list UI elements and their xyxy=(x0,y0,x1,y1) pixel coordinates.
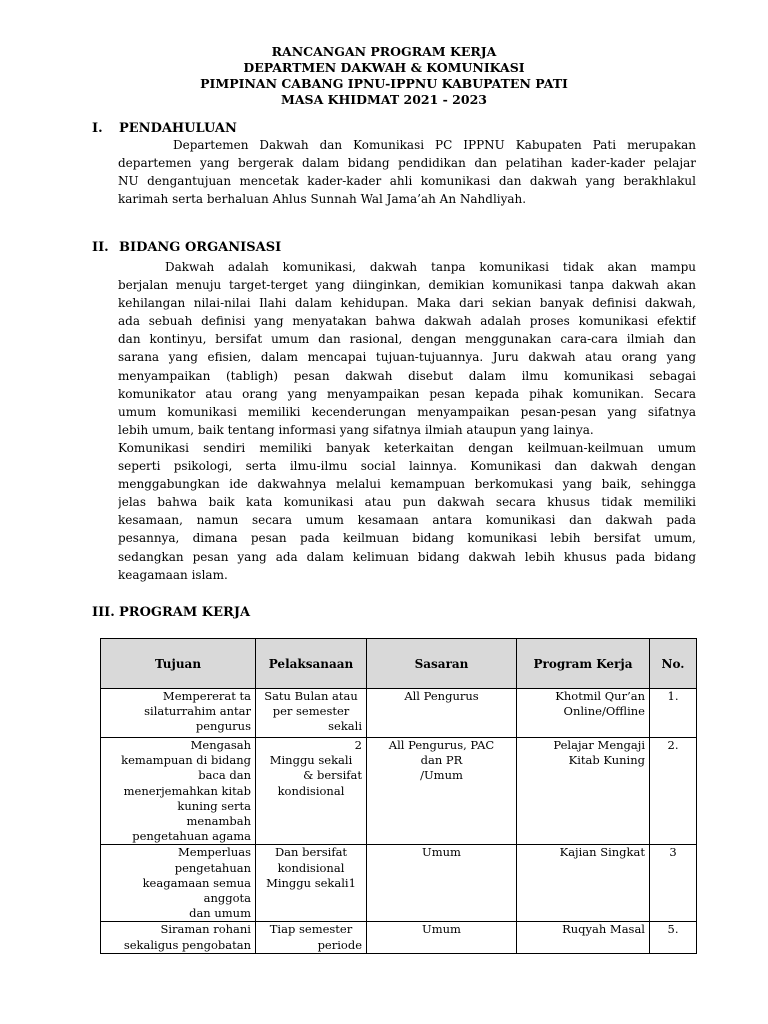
cell-text: Satu Bulan atau xyxy=(264,689,358,703)
cell-text: dan umum xyxy=(189,906,251,921)
cell-sasaran xyxy=(367,738,517,845)
title-line: RANCANGAN PROGRAM KERJA xyxy=(271,44,497,59)
section-heading-pendahuluan xyxy=(92,121,237,136)
text-line: keagamaan islam. xyxy=(118,567,228,582)
cell-text: per semester xyxy=(272,704,350,719)
cell-program-kerja xyxy=(517,845,650,922)
cell-text: Ruqyah Masal xyxy=(562,922,645,937)
text-line: sedangkan pesan yang ada dalam kelimuan bidang dakwah lebih khusus pada bidang xyxy=(118,549,696,564)
cell-pelaksanaan xyxy=(256,738,367,845)
section-number: III. xyxy=(92,605,115,620)
cell-text: Memperluas xyxy=(178,845,251,860)
cell-text: pengetahuan agama xyxy=(132,829,251,844)
paragraph-bidang-organisasi xyxy=(118,258,696,584)
text-line: jelas bahwa baik kata komunikasi atau pun dakwah secara khusus tidak memiliki xyxy=(118,495,696,510)
paragraph-pendahuluan xyxy=(118,136,696,208)
section-number: I. xyxy=(92,121,103,136)
cell-text: pengurus xyxy=(195,719,251,734)
text-line: ada sebuah definisi yang menyatakan bahwa dakwah adalah proses komunikasi efektif xyxy=(118,314,696,329)
cell-no: 5. xyxy=(650,922,697,954)
cell-text: Dan bersifat xyxy=(274,845,348,860)
cell-pelaksanaan xyxy=(256,845,367,922)
cell-text: Khotmil Qur’an xyxy=(555,689,645,703)
cell-text: kemampuan di bidang xyxy=(121,753,251,768)
text-line: kesamaan, namun secara umum kesamaan antara komunikasi dan dakwah pada xyxy=(118,513,696,528)
cell-text: Minggu sekali xyxy=(269,753,353,768)
text-line: menyampaikan (tabligh) pesan dakwah disebut dalam ilmu komunikasi sebagai xyxy=(118,368,696,383)
column-header-sasaran: Sasaran xyxy=(367,639,517,689)
cell-text: dan PR xyxy=(420,753,463,768)
cell-text: & bersifat xyxy=(303,768,362,783)
cell-text: menerjemahkan kitab xyxy=(123,783,251,798)
text-line: dan kontinyu, bersifat umum dan rasional, dengan menggunakan cara-cara ilmiah dan xyxy=(118,332,696,347)
cell-text: kondisional xyxy=(277,783,345,798)
cell-text: kuning serta xyxy=(177,798,251,813)
cell-sasaran xyxy=(367,845,517,922)
cell-text: sekaligus pengobatan xyxy=(123,937,251,952)
cell-tujuan xyxy=(101,845,256,922)
cell-text: sekali xyxy=(328,719,362,734)
cell-program-kerja xyxy=(517,738,650,845)
section-title: PENDAHULUAN xyxy=(119,121,237,136)
program-kerja-table xyxy=(100,638,697,954)
cell-text: Mengasah xyxy=(190,738,251,752)
cell-tujuan xyxy=(101,922,256,954)
cell-text: Mempererat ta xyxy=(162,689,251,703)
table-header-row xyxy=(101,639,697,689)
cell-sasaran xyxy=(367,922,517,954)
table-row xyxy=(101,845,697,922)
cell-pelaksanaan xyxy=(256,689,367,738)
cell-text: silaturrahim antar xyxy=(144,704,251,719)
section-heading-program-kerja xyxy=(92,605,250,620)
cell-no: 3 xyxy=(650,845,697,922)
text-line: kehilangan nilai-nilai Ilahi dalam kehidupan. Maka dari sekian banyak definisi dakwah, xyxy=(118,296,696,311)
cell-program-kerja xyxy=(517,922,650,954)
table-row xyxy=(101,738,697,845)
section-number: II. xyxy=(92,240,109,255)
cell-text: anggota xyxy=(203,891,251,906)
cell-text: menambah xyxy=(186,814,251,829)
column-header-no: No. xyxy=(650,639,697,689)
cell-no: 1. xyxy=(650,689,697,738)
cell-text: Umum xyxy=(422,845,461,860)
cell-text: /Umum xyxy=(420,768,463,783)
cell-text: Kitab Kuning xyxy=(568,753,645,768)
cell-text: kondisional xyxy=(277,860,345,875)
cell-text: All Pengurus xyxy=(404,689,479,703)
cell-tujuan xyxy=(101,689,256,738)
cell-text: Minggu sekali1 xyxy=(266,875,356,890)
text-line: komunikator atau orang yang menyampaikan pesan kepada pihak komunikan. Secara xyxy=(118,386,696,401)
cell-text: Pelajar Mengaji xyxy=(553,738,645,752)
cell-sasaran xyxy=(367,689,517,738)
text-line: NU dengantujuan mencetak kader-kader ahli komunikasi dan dakwah yang berakhlakul xyxy=(118,174,696,189)
text-line: pesannya, dimana pesan pada keilmuan bidang komunikasi lebih bersifat umum, xyxy=(118,531,696,546)
column-header-pelaksanaan: Pelaksanaan xyxy=(256,639,367,689)
section-title: PROGRAM KERJA xyxy=(119,605,251,620)
text-line: sarana yang efisien, dalam mencapai tujuan-tujuannya. Juru dakwah atau orang yang xyxy=(118,350,696,365)
text-line: lebih umum, baik tentang informasi yang sifatnya ilmiah ataupun yang lainya. xyxy=(118,422,594,437)
section-title: BIDANG ORGANISASI xyxy=(119,240,282,255)
cell-program-kerja xyxy=(517,689,650,738)
cell-text: pengetahuan xyxy=(174,860,251,875)
text-line: Departemen Dakwah dan Komunikasi PC IPPNU Kabupaten Pati merupakan xyxy=(173,138,696,152)
cell-text: baca dan xyxy=(198,768,251,783)
text-line: umum komunikasi memiliki kecenderungan menyampaikan pesan-pesan yang sifatnya xyxy=(118,404,696,419)
section-heading-bidang-organisasi xyxy=(92,240,281,255)
cell-text: 2 xyxy=(354,738,362,752)
cell-text: Siraman rohani xyxy=(160,922,251,937)
cell-no: 2. xyxy=(650,738,697,845)
text-line: berjalan menuju target-terget yang diinginkan, demikian komunikasi tanpa dakwah akan xyxy=(118,278,696,293)
cell-tujuan xyxy=(101,738,256,845)
table-row xyxy=(101,689,697,738)
cell-text: periode xyxy=(317,937,362,952)
cell-text: Umum xyxy=(422,922,461,937)
cell-text: Tiap semester xyxy=(269,922,353,937)
column-header-program-kerja: Program Kerja xyxy=(517,639,650,689)
cell-text: Online/Offline xyxy=(563,704,645,719)
text-line: seperti psikologi, serta ilmu-ilmu social lainnya. Komunikasi dan dakwah dengan xyxy=(118,459,696,474)
text-line: Dakwah adalah komunikasi, dakwah tanpa komunikasi tidak akan mampu xyxy=(165,260,696,274)
text-line: karimah serta berhaluan Ahlus Sunnah Wal Jama’ah An Nahdliyah. xyxy=(118,192,527,207)
text-line: menggabungkan ide dakwahnya melalui kemampuan berkomukasi yang baik, sehingga xyxy=(118,477,696,492)
title-line: MASA KHIDMAT 2021 - 2023 xyxy=(281,92,487,107)
cell-text: All Pengurus, PAC xyxy=(388,738,495,752)
title-line: DEPARTMEN DAKWAH & KOMUNIKASI xyxy=(243,60,525,75)
document-title xyxy=(0,44,768,108)
table-row xyxy=(101,922,697,954)
cell-text: Kajian Singkat xyxy=(559,845,645,860)
title-line: PIMPINAN CABANG IPNU-IPPNU KABUPATEN PATI xyxy=(200,76,568,91)
cell-text: keagamaan semua xyxy=(142,875,251,890)
cell-pelaksanaan xyxy=(256,922,367,954)
column-header-tujuan: Tujuan xyxy=(101,639,256,689)
text-line: departemen yang bergerak dalam bidang pendidikan dan pelatihan kader-kader pelajar xyxy=(118,156,696,171)
text-line: Komunikasi sendiri memiliki banyak keterkaitan dengan keilmuan-keilmuan umum xyxy=(118,440,696,455)
